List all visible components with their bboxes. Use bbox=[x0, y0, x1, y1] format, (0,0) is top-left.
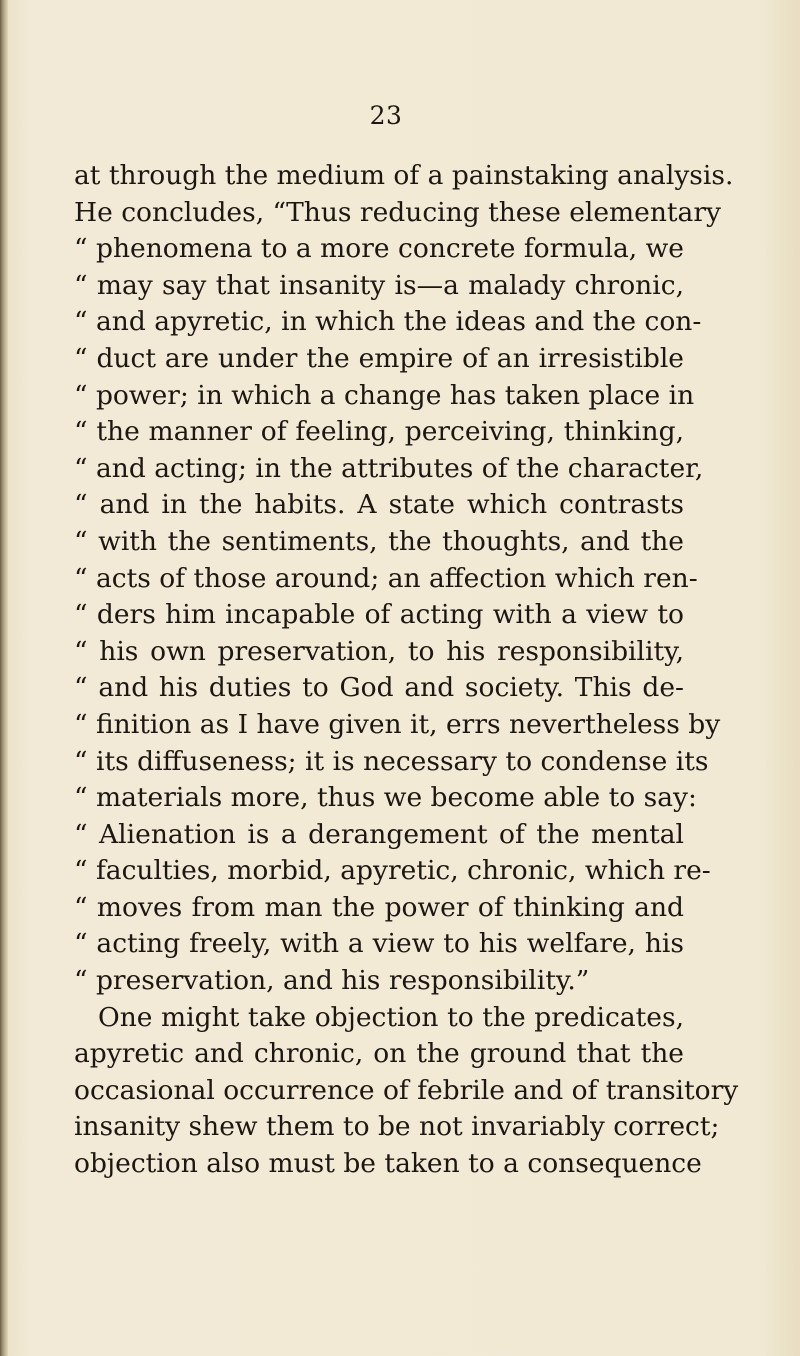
text-line-7: “ power; in which a change has taken place in bbox=[74, 379, 695, 411]
text-line-16: “ finition as I have given it, errs nevertheless by bbox=[74, 708, 721, 740]
text-line-22: “ acting freely, with a view to his welfare, his bbox=[74, 928, 684, 960]
text-line-1: at through the medium of a painstaking analysis. bbox=[74, 160, 734, 191]
text-line-23: “ preservation, and his responsibility.” bbox=[74, 965, 590, 997]
text-line-12: “ acts of those around; an affection which ren- bbox=[74, 562, 698, 594]
text-line-26: occasional occurrence of febrile and of transitory bbox=[74, 1074, 739, 1106]
text-line-15: “ and his duties to God and society. This de- bbox=[74, 672, 684, 704]
text-line-2: He concludes, “Thus reducing these elementary bbox=[74, 196, 721, 228]
text-line-18: “ materials more, thus we become able to say: bbox=[74, 782, 697, 814]
text-line-17: “ its diffuseness; it is necessary to condense its bbox=[74, 745, 709, 777]
text-line-28: objection also must be taken to a consequence bbox=[74, 1148, 702, 1180]
text-line-3: “ phenomena to a more concrete formula, we bbox=[74, 233, 684, 265]
body-text bbox=[74, 158, 739, 1183]
text-line-25: apyretic and chronic, on the ground that the bbox=[74, 1038, 684, 1070]
page-number: 23 bbox=[369, 101, 403, 130]
text-line-19: “ Alienation is a derangement of the mental bbox=[74, 818, 684, 850]
text-line-14: “ his own preservation, to his responsibility, bbox=[74, 635, 684, 667]
text-line-21: “ moves from man the power of thinking and bbox=[74, 891, 684, 923]
text-line-9: “ and acting; in the attributes of the character, bbox=[74, 452, 704, 484]
text-line-5: “ and apyretic, in which the ideas and the con- bbox=[74, 306, 702, 338]
text-line-4: “ may say that insanity is—a malady chronic, bbox=[74, 269, 684, 301]
text-line-13: “ ders him incapable of acting with a view to bbox=[74, 599, 684, 631]
text-line-24: One might take objection to the predicates, bbox=[98, 1001, 684, 1033]
page-binding-edge bbox=[0, 0, 8, 1356]
text-line-20: “ faculties, morbid, apyretic, chronic, which re- bbox=[74, 855, 711, 887]
text-line-11: “ with the sentiments, the thoughts, and the bbox=[74, 525, 684, 557]
text-line-8: “ the manner of feeling, perceiving, thinking, bbox=[74, 416, 684, 448]
text-line-6: “ duct are under the empire of an irresistible bbox=[74, 342, 684, 374]
text-line-10: “ and in the habits. A state which contrasts bbox=[74, 489, 684, 521]
text-line-27: insanity shew them to be not invariably correct; bbox=[74, 1111, 720, 1143]
